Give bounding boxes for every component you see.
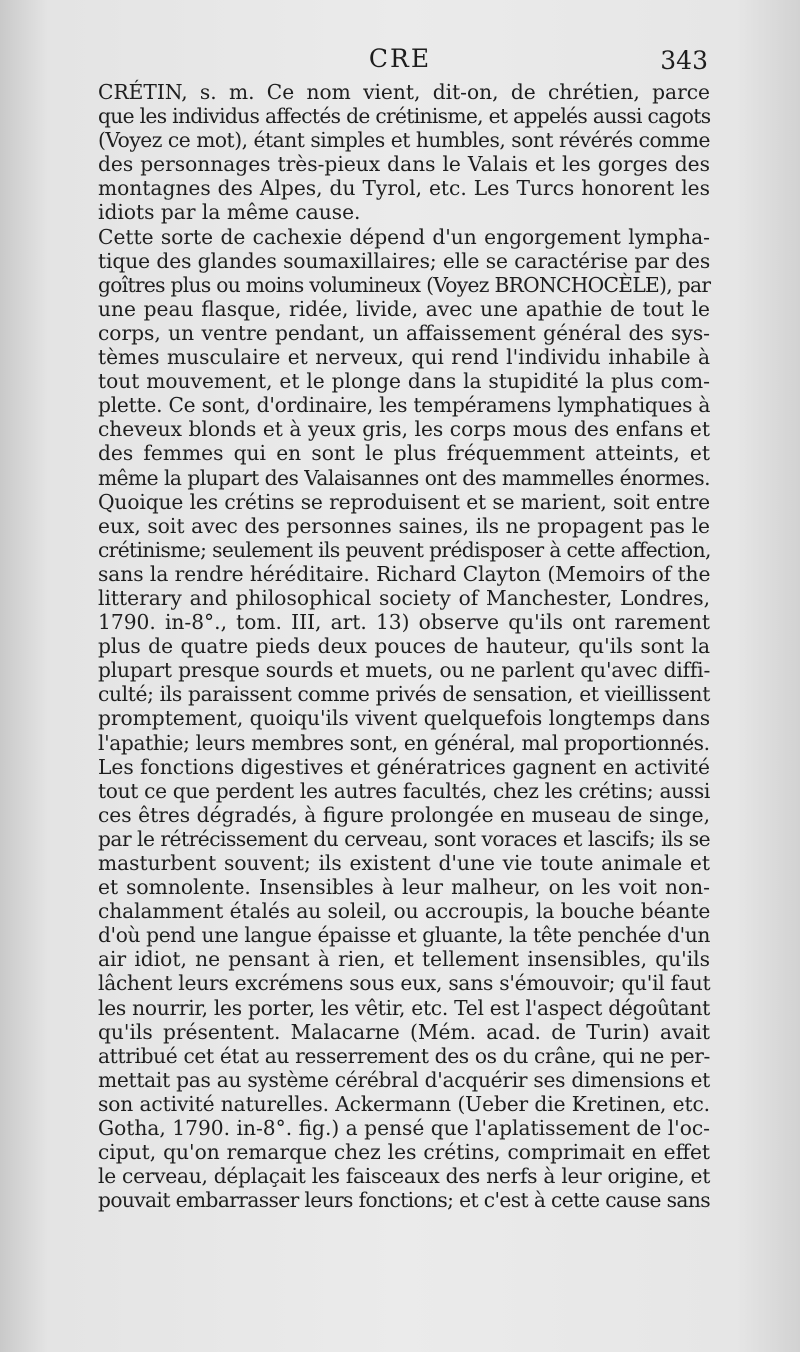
text-line: air idiot, ne pensant à rien, et tellement insensibles, qu'ils xyxy=(98,947,710,972)
text-line: promptement, quoiqu'ils vivent quelquefois longtemps dans xyxy=(98,706,711,731)
text-line: 1790. in-8°., tom. III, art. 13) observe qu'ils ont rarement xyxy=(98,610,710,635)
page-number: 343 xyxy=(660,46,708,75)
text-line: (Voyez ce mot), étant simples et humbles, sont révérés comme xyxy=(98,128,710,153)
text-line: les nourrir, les porter, les vêtir, etc. Tel est l'aspect dégoûtant xyxy=(98,995,711,1020)
text-line: et somnolente. Insensibles à leur malheur, on les voit non- xyxy=(98,875,710,900)
text-line: attribué cet état au resserrement des os du crâne, qui ne per- xyxy=(98,1043,710,1068)
paragraph-fonctions xyxy=(70,755,710,1213)
text-line: litterary and philosophical society of Manchester, Londres, xyxy=(98,585,710,610)
text-line: plus de quatre pieds deux pouces de hauteur, qu'ils sont la xyxy=(98,634,710,659)
text-line: cheveux blonds et à yeux gris, les corps mous des enfans et xyxy=(98,417,710,442)
text-line: goîtres plus ou moins volumineux (Voyez BRONCHOCÈLE), par xyxy=(98,272,711,297)
text-line: culté; ils paraissent comme privés de sensation, et vieillissent xyxy=(98,682,710,707)
text-line: tèmes musculaire et nerveux, qui rend l'individu inhabile à xyxy=(98,345,710,370)
text-line: ciput, qu'on remarque chez les crétins, comprimait en effet xyxy=(98,1140,710,1165)
text-line: le cerveau, déplaçait les faisceaux des nerfs à leur origine, et xyxy=(98,1164,711,1189)
text-line: que les individus affectés de crétinisme, et appelés aussi cagots xyxy=(98,104,711,129)
text-line: plette. Ce sont, d'ordinaire, les tempéramens lymphatiques à xyxy=(98,393,711,418)
text-line: Cette sorte de cachexie dépend d'un engorgement lympha- xyxy=(98,224,710,249)
text-line: crétinisme; seulement ils peuvent prédisposer à cette affection, xyxy=(98,537,711,562)
text-line: plupart presque sourds et muets, ou ne parlent qu'avec diffi- xyxy=(98,658,711,683)
running-head: CRE xyxy=(368,44,432,73)
text-line: tique des glandes soumaxillaires; elle se caractérise par des xyxy=(98,248,711,273)
text-line: même la plupart des Valaisannes ont des mammelles énormes. xyxy=(98,465,710,490)
text-line: l'apathie; leurs membres sont, en général, mal proportionnés. xyxy=(98,730,710,755)
text-line: des femmes qui en sont le plus fréquemment atteints, et xyxy=(98,441,710,466)
text-line: tout mouvement, et le plonge dans la stupidité la plus com- xyxy=(98,369,710,394)
paragraph-cachexie xyxy=(70,225,710,755)
text-line: Quoique les crétins se reproduisent et se marient, soit entre xyxy=(98,489,710,514)
text-line: chalamment étalés au soleil, ou accroupis, la bouche béante xyxy=(98,899,711,924)
text-line: qu'ils présentent. Malacarne (Mém. acad. de Turin) avait xyxy=(98,1019,710,1044)
text-line: ces êtres dégradés, à figure prolongée en museau de singe, xyxy=(98,802,710,827)
text-line: mettait pas au système cérébral d'acquérir ses dimensions et xyxy=(98,1067,710,1092)
article-body xyxy=(70,80,710,1212)
text-line: pouvait embarrasser leurs fonctions; et c'est à cette cause sans xyxy=(98,1188,710,1213)
text-line: masturbent souvent; ils existent d'une vie toute animale et xyxy=(98,851,710,875)
text-line: lâchent leurs excrémens sous eux, sans s'émouvoir; qu'il faut xyxy=(98,971,711,996)
text-line: CRÉTIN, s. m. Ce nom vient, dit-on, de chrétien, parce xyxy=(98,80,710,104)
text-line: une peau flasque, ridée, livide, avec une apathie de tout le xyxy=(98,296,710,321)
text-line: eux, soit avec des personnes saines, ils ne propagent pas le xyxy=(98,513,710,538)
text-line: d'où pend une langue épaisse et gluante, la tête penchée d'un xyxy=(98,923,711,948)
text-line: par le rétrécissement du cerveau, sont voraces et lascifs; ils se xyxy=(98,826,711,851)
text-line: sans la rendre héréditaire. Richard Clayton (Memoirs of the xyxy=(98,561,711,586)
text-line: corps, un ventre pendant, un affaissement général des sys- xyxy=(98,320,710,345)
text-line: tout ce que perdent les autres facultés, chez les crétins; aussi xyxy=(98,778,710,803)
text-line: Gotha, 1790. in-8°. fig.) a pensé que l'aplatissement de l'oc- xyxy=(98,1116,710,1141)
text-line: montagnes des Alpes, du Tyrol, etc. Les Turcs honorent les xyxy=(98,176,710,201)
text-line: son activité naturelles. Ackermann (Ueber die Kretinen, etc. xyxy=(98,1091,710,1116)
text-line: des personnages très-pieux dans le Valais et les gorges des xyxy=(98,152,710,177)
text-line: Les fonctions digestives et génératrices gagnent en activité xyxy=(98,754,710,779)
text-line: idiots par la même cause. xyxy=(98,200,361,225)
page-header xyxy=(0,44,800,78)
paragraph-cretin-definition xyxy=(70,80,710,225)
